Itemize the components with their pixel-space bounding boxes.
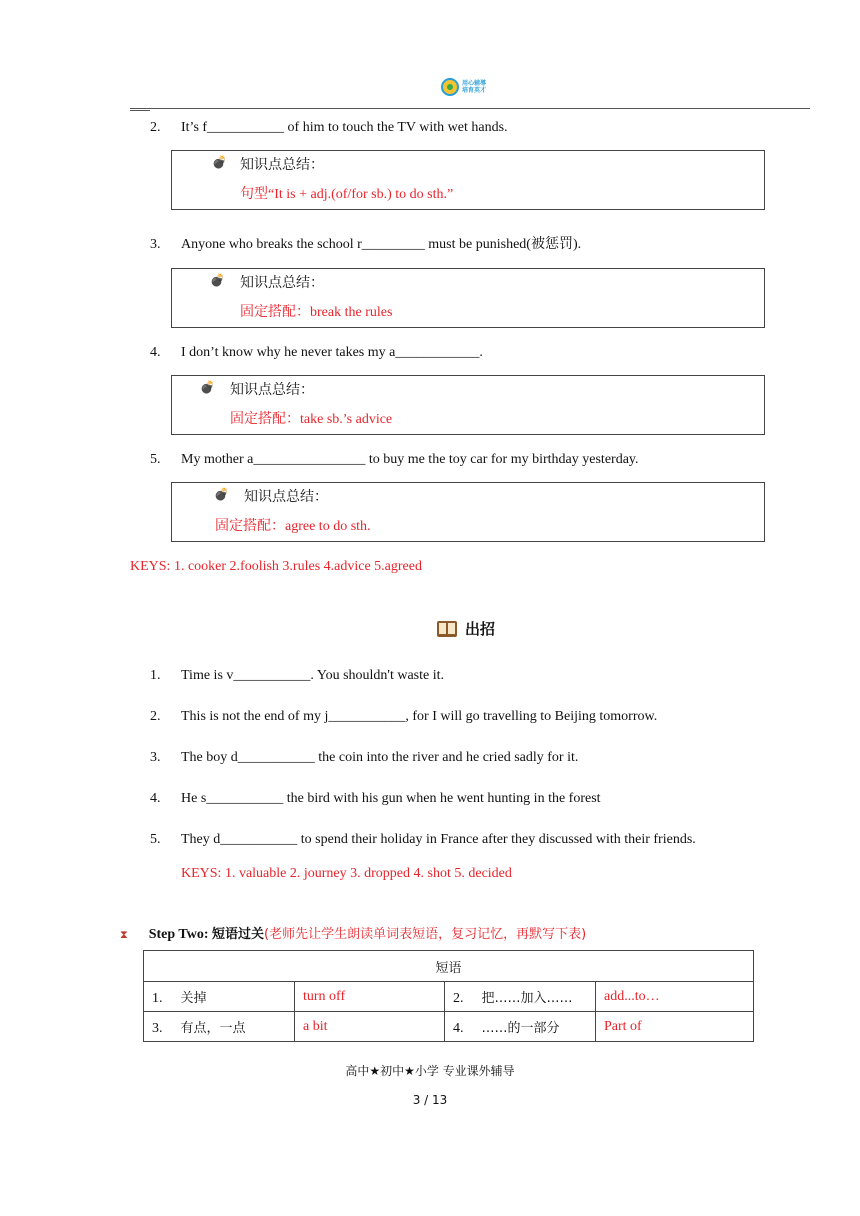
- logo-text: 用心辅導 培育英才: [462, 80, 487, 94]
- section-title: 出招: [437, 618, 495, 639]
- phrase-table: [143, 950, 754, 1042]
- question-row: 3. Anyone who breaks the school r_________ must be punished(被惩罚).: [150, 237, 582, 252]
- bomb-bullet-icon: 💣: [214, 487, 229, 501]
- header-rule: [130, 108, 810, 109]
- knowledge-box: 💣 知识点总结： 固定搭配：agree to do sth.: [171, 482, 765, 542]
- header-rule-accent: [130, 110, 150, 111]
- question-row: 2. It’s f___________ of him to touch the TV with wet hands.: [150, 120, 508, 135]
- table-row: 3. 有点，一点 a bit 4. ……的一部分 Part of: [144, 1012, 754, 1042]
- question-row: 4. I don’t know why he never takes my a____________.: [150, 345, 483, 360]
- page-number: 3 / 13: [412, 1093, 448, 1107]
- knowledge-box: 💣 知识点总结： 句型“It is + adj.(of/for sb.) to do sth.”: [171, 150, 765, 210]
- knowledge-box: 💣 知识点总结： 固定搭配：break the rules: [171, 268, 765, 328]
- footer-slogan: 高中★初中★小学 专业课外辅导: [345, 1064, 515, 1078]
- answer-keys: KEYS: 1. cooker 2.foolish 3.rules 4.advice 5.agreed: [130, 559, 422, 574]
- hourglass-icon: ⧗: [120, 928, 128, 941]
- header-logo: [441, 76, 501, 98]
- book-icon: [437, 621, 457, 637]
- table-header: 短语: [144, 951, 754, 982]
- bomb-bullet-icon: 💣: [210, 273, 225, 287]
- answer-keys: KEYS: 1. valuable 2. journey 3. dropped 4. shot 5. decided: [181, 866, 512, 881]
- exercise-row: 5. They d___________ to spend their holiday in France after they discussed with their friends.: [150, 832, 696, 847]
- exercise-row: 4. He s___________ the bird with his gun when he went hunting in the forest: [150, 791, 601, 806]
- logo-emblem-icon: [441, 78, 459, 96]
- step-heading: ⧗ Step Two: 短语过关(老师先让学生朗读单词表短语，复习记忆，再默写下表): [120, 927, 587, 942]
- exercise-row: 1. Time is v___________. You shouldn't waste it.: [150, 668, 444, 683]
- exercise-row: 2. This is not the end of my j___________, for I will go travelling to Beijing tomorrow.: [150, 709, 658, 724]
- bomb-bullet-icon: 💣: [212, 155, 227, 169]
- question-row: 5. My mother a________________ to buy me the toy car for my birthday yesterday.: [150, 452, 639, 467]
- table-header-row: [144, 951, 754, 982]
- bomb-bullet-icon: 💣: [200, 380, 215, 394]
- knowledge-box: 💣 知识点总结： 固定搭配：take sb.’s advice: [171, 375, 765, 435]
- exercise-row: 3. The boy d___________ the coin into the river and he cried sadly for it.: [150, 750, 579, 765]
- table-row: 1. 关掉 turn off 2. 把……加入…… add...to…: [144, 982, 754, 1012]
